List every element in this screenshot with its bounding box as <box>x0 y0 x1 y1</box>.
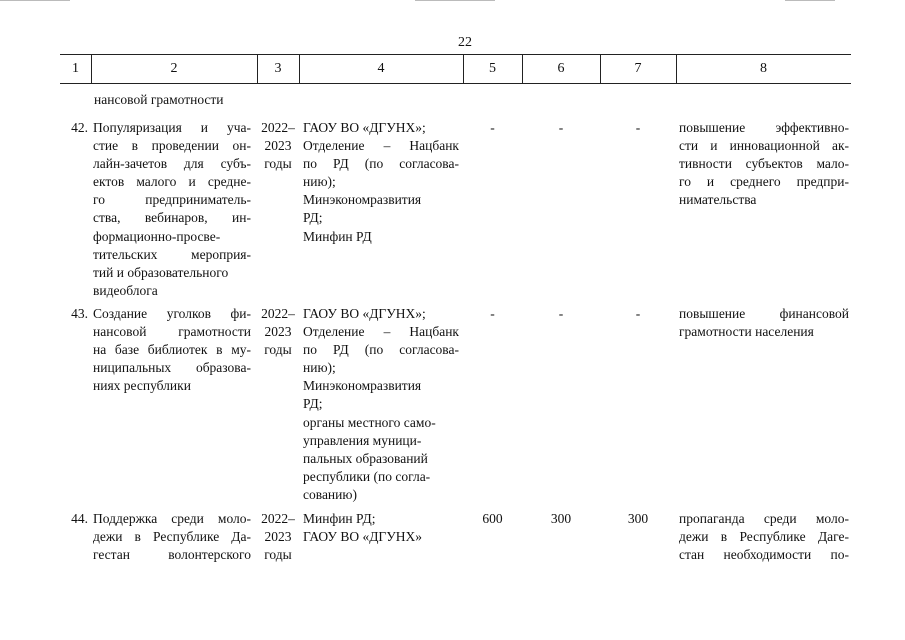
top-edge-line-mid <box>415 0 495 1</box>
executor-line: нию); <box>303 360 336 376</box>
funding-year-1: - <box>490 306 495 321</box>
executor-line: РД; <box>303 396 323 412</box>
continuation-text: нансовой грамотности <box>94 92 224 107</box>
funding-year-1: 600 <box>482 511 503 526</box>
executor-line: Отделение – Нацбанк <box>303 138 459 154</box>
executor-line: управления муници- <box>303 432 422 448</box>
result-line: го и среднего предпри- <box>679 174 849 190</box>
row-number: 43. <box>71 306 88 321</box>
header-col-5: 5 <box>489 61 496 76</box>
measure-name-line: видеоблога <box>93 282 158 298</box>
measure-name <box>93 510 251 564</box>
executor-line: Минфин РД <box>303 228 372 244</box>
measure-name-line: нансовой грамотности <box>93 324 251 340</box>
years <box>257 305 299 359</box>
result-line: стан необходимости по- <box>679 547 849 563</box>
executor-line: Минэкономразвития <box>303 378 422 394</box>
header-col-4: 4 <box>377 61 385 76</box>
years-line: 2023 <box>264 324 292 340</box>
years-line: 2022– <box>261 511 295 526</box>
measure-name-line: формационно-просве- <box>93 228 221 244</box>
result-line: повышение эффективно- <box>679 120 849 135</box>
measure-name-line: тий и образовательного <box>93 264 229 280</box>
years-line: 2023 <box>264 138 292 154</box>
executors <box>303 305 459 504</box>
row-number: 42. <box>71 120 88 135</box>
header-col-1: 1 <box>72 61 79 76</box>
measure-name-line: Поддержка среди моло- <box>93 511 251 526</box>
executor-line: ГАОУ ВО «ДГУНХ» <box>303 529 423 545</box>
executor-line: ГАОУ ВО «ДГУНХ»; <box>303 306 426 321</box>
executor-line: РД; <box>303 210 323 226</box>
executor-line: органы местного само- <box>303 414 436 430</box>
measure-name-line: на базе библиотек в му- <box>93 342 251 358</box>
funding-year-3: - <box>635 120 641 135</box>
years-line: 2022– <box>261 306 295 321</box>
executors <box>303 119 459 246</box>
result-line: грамотности населения <box>679 324 814 340</box>
top-edge-line-right <box>785 0 835 1</box>
result-line: повышение финансовой <box>679 306 849 321</box>
measure-name-line: гестан волонтерского <box>93 547 251 563</box>
measure-name-line: го предприниматель- <box>93 192 251 208</box>
header-col-3: 3 <box>274 61 282 76</box>
measure-name-line: дежи в Республике Да- <box>93 529 251 545</box>
measure-name <box>93 119 251 300</box>
expected-result <box>679 510 849 564</box>
measure-name-line: ниях республики <box>93 378 191 394</box>
funding-year-2: 300 <box>550 511 572 526</box>
measure-name-line: тительских мероприя- <box>93 246 251 262</box>
executor-line: сованию) <box>303 486 357 502</box>
table-header-bottom-border <box>60 83 851 84</box>
header-col-2: 2 <box>170 61 178 76</box>
measure-name-line: стие в проведении он- <box>93 138 251 154</box>
executor-line: Отделение – Нацбанк <box>303 324 459 340</box>
years <box>257 119 299 173</box>
result-line: дежи в Республике Даге- <box>679 529 849 545</box>
funding-year-2: - <box>558 120 564 135</box>
executor-line: Минфин РД; <box>303 511 376 526</box>
measure-name-line: Создание уголков фи- <box>93 306 251 321</box>
measure-name-line: Популяризация и уча- <box>93 120 251 135</box>
measure-name-line: ства, вебинаров, ин- <box>93 210 251 226</box>
funding-year-1: - <box>490 120 495 135</box>
expected-result <box>679 305 849 341</box>
executor-line: республики (по согла- <box>303 468 431 484</box>
years-line: годы <box>264 156 292 172</box>
measure-name <box>93 305 251 395</box>
result-line: нимательства <box>679 192 757 208</box>
executor-line: по РД (по согласова- <box>303 342 459 358</box>
result-line: сти и инновационной ак- <box>679 138 849 154</box>
executor-line: нию); <box>303 174 336 190</box>
funding-year-3: 300 <box>627 511 649 526</box>
executor-line: по РД (по согласова- <box>303 156 459 172</box>
measure-name-line: ниципальных образова- <box>93 360 251 376</box>
years-line: 2022– <box>261 120 295 135</box>
years-line: 2023 <box>264 529 292 545</box>
funding-year-3: - <box>635 306 641 321</box>
header-col-8: 8 <box>760 61 767 76</box>
executors <box>303 510 459 546</box>
measure-name-line: лайн-зачетов для субъ- <box>93 156 251 172</box>
expected-result <box>679 119 849 209</box>
years <box>257 510 299 564</box>
page-number: 22 <box>458 35 472 50</box>
top-edge-line-left <box>0 0 70 1</box>
years-line: годы <box>264 547 292 563</box>
funding-year-2: - <box>558 306 564 321</box>
header-col-7: 7 <box>634 61 642 76</box>
executor-line: пальных образований <box>303 450 428 466</box>
years-line: годы <box>264 342 292 358</box>
result-line: пропаганда среди моло- <box>679 511 849 526</box>
header-col-6: 6 <box>557 61 565 76</box>
executor-line: Минэкономразвития <box>303 192 422 208</box>
row-number: 44. <box>71 511 88 526</box>
measure-name-line: ектов малого и средне- <box>93 174 251 190</box>
executor-line: ГАОУ ВО «ДГУНХ»; <box>303 120 426 135</box>
result-line: тивности субъектов мало- <box>679 156 849 172</box>
